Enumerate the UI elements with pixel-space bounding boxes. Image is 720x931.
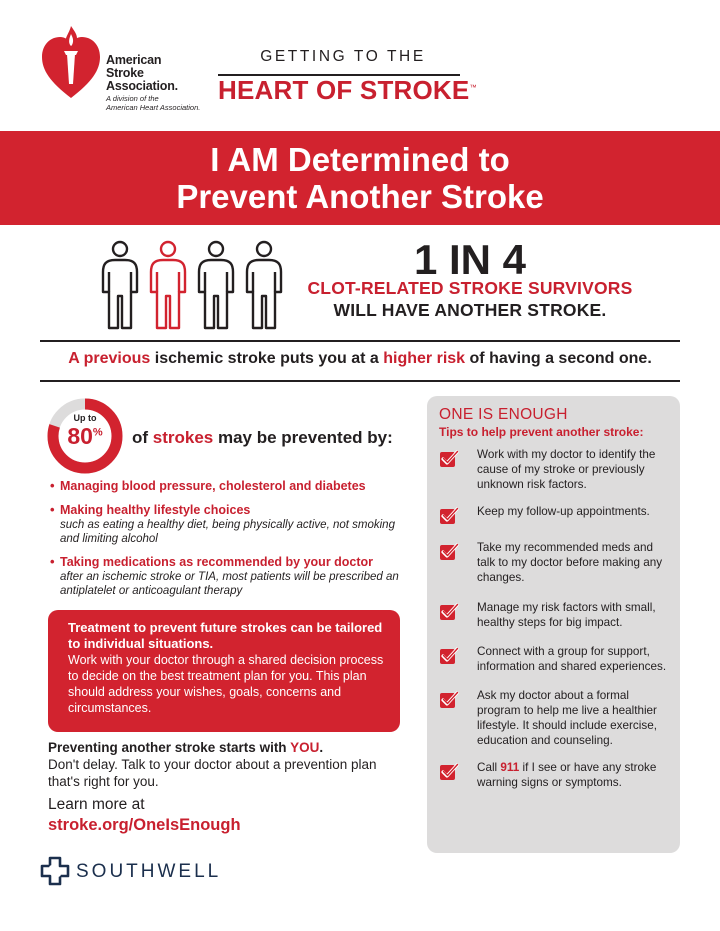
prevention-list: [50, 478, 410, 606]
tips-panel: [427, 396, 680, 853]
checkbox-check-icon: [439, 449, 459, 469]
person-outline-icon: [103, 242, 137, 328]
tip-text: Take my recommended meds and talk to my doctor before making any changes.: [477, 541, 663, 584]
campaign-main-text: HEART OF STROKE™: [218, 75, 477, 105]
tip-item: [439, 688, 668, 748]
checkbox-check-icon: [439, 690, 459, 710]
divider-bottom: [40, 380, 680, 382]
stat-line-red: CLOT-RELATED STROKE SURVIVORS: [307, 278, 633, 298]
campaign-logo: [218, 48, 477, 105]
campaign-top-text: GETTING TO THE: [260, 48, 426, 65]
panel-title: ONE IS ENOUGH: [439, 406, 568, 423]
divider-top: [40, 340, 680, 342]
org-subtitle: A division of the American Heart Association.: [106, 94, 201, 112]
tip-text: Manage my risk factors with small, healthy steps for big impact.: [477, 601, 656, 629]
person-outline-icon: [151, 242, 185, 328]
list-item: • Making healthy lifestyle choices such as eating a healthy diet, being physically active, not smoking and limiting alcohol: [50, 502, 410, 546]
tip-text: Work with my doctor to identify the cause of my stroke or previously unknown risk factors.: [477, 448, 656, 491]
tip-item: [439, 540, 668, 585]
prevention-heading: of strokes may be prevented by:: [132, 428, 393, 447]
title-banner: [0, 131, 720, 225]
people-figures: [100, 240, 290, 330]
stat-line-dark: WILL HAVE ANOTHER STROKE.: [333, 300, 607, 320]
checkbox-check-icon: [439, 602, 459, 622]
stat-headline: 1 IN 4: [413, 236, 527, 283]
panel-subtitle: Tips to help prevent another stroke:: [439, 425, 644, 439]
tip-item: [439, 447, 668, 492]
page-title: I AM Determined to Prevent Another Stroke: [176, 141, 544, 215]
checkbox-check-icon: [439, 646, 459, 666]
donut-upto-label: Up to: [73, 413, 97, 423]
tip-item: [439, 644, 668, 674]
tip-item: [439, 760, 668, 790]
checkbox-check-icon: [439, 506, 459, 526]
tip-text: Connect with a group for support, information and shared experiences.: [477, 645, 667, 673]
southwell-cross-icon: [40, 856, 70, 886]
tip-text: Call 911 if I see or have any stroke warning signs or symptoms.: [477, 761, 657, 789]
southwell-logo: SOUTHWELL: [40, 856, 250, 888]
tips-list: [439, 447, 668, 790]
tip-item: [439, 600, 668, 630]
treatment-callout: [48, 610, 400, 732]
callout-body: Work with your doctor through a shared decision process to decide on the best treatment plan for you. This plan should address your wishes, goals, concerns and circumstances.: [68, 653, 384, 715]
person-outline-icon: [199, 242, 233, 328]
learn-more-link[interactable]: stroke.org/OneIsEnough: [48, 816, 241, 834]
tip-text: Keep my follow-up appointments.: [477, 505, 650, 518]
list-item: • Taking medications as recommended by your doctor after an ischemic stroke or TIA, most patients will be prescribed an antiplatelet or anticoagulant therapy: [50, 554, 410, 598]
risk-statement: A previous ischemic stroke puts you at a higher risk of having a second one.: [68, 350, 652, 367]
donut-value: 80%: [67, 423, 103, 449]
callout-heading: Treatment to prevent future strokes can be tailored to individual situations.: [68, 620, 383, 651]
list-item: • Managing blood pressure, cholesterol and diabetes: [50, 478, 410, 494]
heart-torch-icon: [40, 24, 102, 104]
tip-item: [439, 504, 668, 526]
person-outline-icon: [247, 242, 281, 328]
you-statement: Preventing another stroke starts with YOU. Don't delay. Talk to your doctor about a prevention plan that's right for you.: [48, 740, 377, 789]
tip-text: Ask my doctor about a formal program to help me live a healthier lifestyle. It should include exercise, education and counseling.: [477, 689, 657, 747]
learn-more-label: Learn more at: [48, 796, 145, 813]
checkbox-check-icon: [439, 762, 459, 782]
asa-logo: [40, 24, 210, 112]
org-name: American Stroke Association.: [106, 53, 178, 93]
checkbox-check-icon: [439, 542, 459, 562]
